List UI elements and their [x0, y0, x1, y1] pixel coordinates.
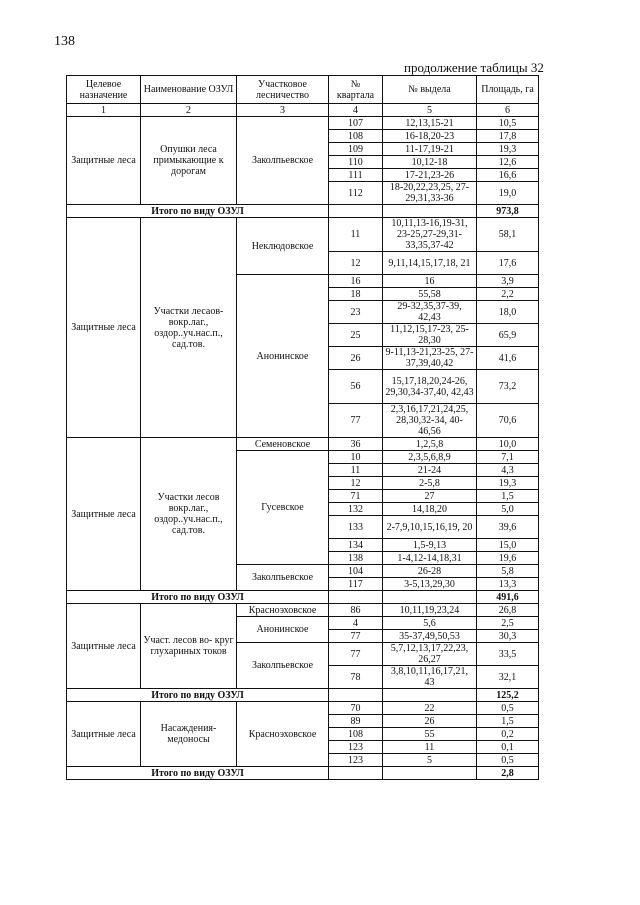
quarter-cell: 108 [329, 130, 383, 143]
page-number: 138 [54, 34, 75, 49]
plot-cell: 15,17,18,20,24-26, 29,30,34-37,40, 42,43 [383, 370, 477, 404]
total-label: Итого по виду ОЗУЛ [67, 689, 329, 702]
area-cell: 0,5 [477, 702, 539, 715]
empty-cell [383, 689, 477, 702]
quarter-cell: 70 [329, 702, 383, 715]
column-number-row [67, 104, 539, 117]
forestry-cell: Семеновское [237, 438, 329, 451]
area-cell: 30,3 [477, 630, 539, 643]
plot-cell: 2-7,9,10,15,16,19, 20 [383, 516, 477, 539]
empty-cell [383, 205, 477, 218]
area-cell: 73,2 [477, 370, 539, 404]
header-area: Площадь, га [477, 76, 539, 104]
header-purpose: Целевое назначение [67, 76, 141, 104]
forest-table-body [67, 76, 539, 780]
quarter-cell: 56 [329, 370, 383, 404]
quarter-cell: 107 [329, 117, 383, 130]
plot-cell: 16-18,20-23 [383, 130, 477, 143]
table-row [67, 218, 539, 252]
area-cell: 0,2 [477, 728, 539, 741]
quarter-cell: 138 [329, 552, 383, 565]
quarter-cell: 86 [329, 604, 383, 617]
forestry-cell: Анонинское [237, 275, 329, 438]
column-number: 5 [383, 104, 477, 117]
plot-cell: 5,7,12,13,17,22,23, 26,27 [383, 643, 477, 666]
area-cell: 17,8 [477, 130, 539, 143]
quarter-cell: 12 [329, 252, 383, 275]
header-row [67, 76, 539, 104]
empty-cell [383, 591, 477, 604]
plot-cell: 16 [383, 275, 477, 288]
area-cell: 13,3 [477, 578, 539, 591]
plot-cell: 55 [383, 728, 477, 741]
quarter-cell: 78 [329, 666, 383, 689]
plot-cell: 2,3,5,6,8,9 [383, 451, 477, 464]
area-cell: 65,9 [477, 324, 539, 347]
quarter-cell: 123 [329, 754, 383, 767]
area-cell: 19,0 [477, 182, 539, 205]
plot-cell: 10,11,13-16,19-31, 23-25,27-29,31- 33,35,37-42 [383, 218, 477, 252]
plot-cell: 18-20,22,23,25, 27-29,31,33-36 [383, 182, 477, 205]
plot-cell: 29-32,35,37-39, 42,43 [383, 301, 477, 324]
plot-cell: 2-5,8 [383, 477, 477, 490]
forestry-cell: Гусевское [237, 451, 329, 565]
total-row [67, 205, 539, 218]
ozul-name-cell: Насаждения- медоносы [141, 702, 237, 767]
total-label: Итого по виду ОЗУЛ [67, 591, 329, 604]
plot-cell: 3,8,10,11,16,17,21, 43 [383, 666, 477, 689]
forestry-cell: Неклюдовское [237, 218, 329, 275]
area-cell: 19,3 [477, 143, 539, 156]
quarter-cell: 104 [329, 565, 383, 578]
header-quarter: № квартала [329, 76, 383, 104]
area-cell: 15,0 [477, 539, 539, 552]
empty-cell [383, 767, 477, 780]
plot-cell: 10,11,19,23,24 [383, 604, 477, 617]
total-row [67, 591, 539, 604]
total-row [67, 689, 539, 702]
table-row [67, 604, 539, 617]
quarter-cell: 112 [329, 182, 383, 205]
total-label: Итого по виду ОЗУЛ [67, 767, 329, 780]
plot-cell: 35-37,49,50,53 [383, 630, 477, 643]
purpose-cell: Защитные леса [67, 218, 141, 438]
area-cell: 33,5 [477, 643, 539, 666]
area-cell: 19,3 [477, 477, 539, 490]
purpose-cell: Защитные леса [67, 438, 141, 591]
plot-cell: 55,58 [383, 288, 477, 301]
area-cell: 41,6 [477, 347, 539, 370]
area-cell: 0,1 [477, 741, 539, 754]
area-cell: 5,8 [477, 565, 539, 578]
area-cell: 12,6 [477, 156, 539, 169]
header-ozul-name: Наименование ОЗУЛ [141, 76, 237, 104]
area-cell: 26,8 [477, 604, 539, 617]
table-continuation-caption: продолжение таблицы 32 [404, 60, 544, 75]
plot-cell: 26 [383, 715, 477, 728]
table-row [67, 117, 539, 130]
column-number: 4 [329, 104, 383, 117]
quarter-cell: 18 [329, 288, 383, 301]
area-cell: 58,1 [477, 218, 539, 252]
quarter-cell: 4 [329, 617, 383, 630]
column-number: 3 [237, 104, 329, 117]
area-cell: 70,6 [477, 404, 539, 438]
quarter-cell: 110 [329, 156, 383, 169]
quarter-cell: 71 [329, 490, 383, 503]
quarter-cell: 25 [329, 324, 383, 347]
quarter-cell: 123 [329, 741, 383, 754]
area-cell: 7,1 [477, 451, 539, 464]
plot-cell: 11 [383, 741, 477, 754]
plot-cell: 1-4,12-14,18,31 [383, 552, 477, 565]
table-row [67, 702, 539, 715]
plot-cell: 17-21,23-26 [383, 169, 477, 182]
plot-cell: 11,12,15,17-23, 25-28,30 [383, 324, 477, 347]
area-cell: 10,5 [477, 117, 539, 130]
forest-table [66, 75, 539, 780]
area-cell: 3,9 [477, 275, 539, 288]
plot-cell: 10,12-18 [383, 156, 477, 169]
quarter-cell: 134 [329, 539, 383, 552]
empty-cell [329, 767, 383, 780]
quarter-cell: 108 [329, 728, 383, 741]
empty-cell [329, 591, 383, 604]
area-cell: 0,5 [477, 754, 539, 767]
quarter-cell: 111 [329, 169, 383, 182]
quarter-cell: 77 [329, 643, 383, 666]
ozul-name-cell: Участ. лесов во- круг глухариных токов [141, 604, 237, 689]
forestry-cell: Анонинское [237, 617, 329, 643]
area-cell: 19,6 [477, 552, 539, 565]
header-forestry: Участковое лесничество [237, 76, 329, 104]
plot-cell: 1,5-9,13 [383, 539, 477, 552]
area-cell: 2,2 [477, 288, 539, 301]
empty-cell [329, 205, 383, 218]
quarter-cell: 23 [329, 301, 383, 324]
plot-cell: 21-24 [383, 464, 477, 477]
area-cell: 32,1 [477, 666, 539, 689]
total-value: 973,8 [477, 205, 539, 218]
total-label: Итого по виду ОЗУЛ [67, 205, 329, 218]
plot-cell: 5 [383, 754, 477, 767]
quarter-cell: 11 [329, 218, 383, 252]
area-cell: 1,5 [477, 715, 539, 728]
area-cell: 18,0 [477, 301, 539, 324]
area-cell: 4,3 [477, 464, 539, 477]
area-cell: 39,6 [477, 516, 539, 539]
quarter-cell: 117 [329, 578, 383, 591]
plot-cell: 9-11,13-21,23-25, 27-37,39,40,42 [383, 347, 477, 370]
plot-cell: 11-17,19-21 [383, 143, 477, 156]
area-cell: 5,0 [477, 503, 539, 516]
quarter-cell: 11 [329, 464, 383, 477]
quarter-cell: 133 [329, 516, 383, 539]
area-cell: 1,5 [477, 490, 539, 503]
quarter-cell: 12 [329, 477, 383, 490]
forestry-cell: Заколпьевское [237, 565, 329, 591]
quarter-cell: 109 [329, 143, 383, 156]
column-number: 2 [141, 104, 237, 117]
total-value: 491,6 [477, 591, 539, 604]
header-plot: № выдела [383, 76, 477, 104]
forestry-cell: Заколпьевское [237, 117, 329, 205]
total-value: 125,2 [477, 689, 539, 702]
quarter-cell: 77 [329, 630, 383, 643]
total-row [67, 767, 539, 780]
column-number: 6 [477, 104, 539, 117]
plot-cell: 1,2,5,8 [383, 438, 477, 451]
quarter-cell: 36 [329, 438, 383, 451]
ozul-name-cell: Участки лесаов- вокр.лаг., оздор..уч.нас.п., сад.тов. [141, 218, 237, 438]
forestry-cell: Красноэховское [237, 702, 329, 767]
ozul-name-cell: Участки лесов вокр.лаг., оздор..уч.нас.п., сад.тов. [141, 438, 237, 591]
ozul-name-cell: Опушки леса примыкающие к дорогам [141, 117, 237, 205]
quarter-cell: 89 [329, 715, 383, 728]
table-row [67, 438, 539, 451]
quarter-cell: 132 [329, 503, 383, 516]
area-cell: 10,0 [477, 438, 539, 451]
plot-cell: 12,13,15-21 [383, 117, 477, 130]
forestry-cell: Красноэховское [237, 604, 329, 617]
plot-cell: 5,6 [383, 617, 477, 630]
plot-cell: 26-28 [383, 565, 477, 578]
purpose-cell: Защитные леса [67, 702, 141, 767]
area-cell: 17,6 [477, 252, 539, 275]
purpose-cell: Защитные леса [67, 117, 141, 205]
plot-cell: 9,11,14,15,17,18, 21 [383, 252, 477, 275]
column-number: 1 [67, 104, 141, 117]
plot-cell: 22 [383, 702, 477, 715]
plot-cell: 27 [383, 490, 477, 503]
empty-cell [329, 689, 383, 702]
plot-cell: 14,18,20 [383, 503, 477, 516]
area-cell: 2,5 [477, 617, 539, 630]
quarter-cell: 10 [329, 451, 383, 464]
quarter-cell: 16 [329, 275, 383, 288]
area-cell: 16,6 [477, 169, 539, 182]
forestry-cell: Заколпьевское [237, 643, 329, 689]
plot-cell: 3-5,13,29,30 [383, 578, 477, 591]
total-value: 2,8 [477, 767, 539, 780]
quarter-cell: 77 [329, 404, 383, 438]
purpose-cell: Защитные леса [67, 604, 141, 689]
quarter-cell: 26 [329, 347, 383, 370]
plot-cell: 2,3,16,17,21,24,25, 28,30,32-34, 40-46,56 [383, 404, 477, 438]
